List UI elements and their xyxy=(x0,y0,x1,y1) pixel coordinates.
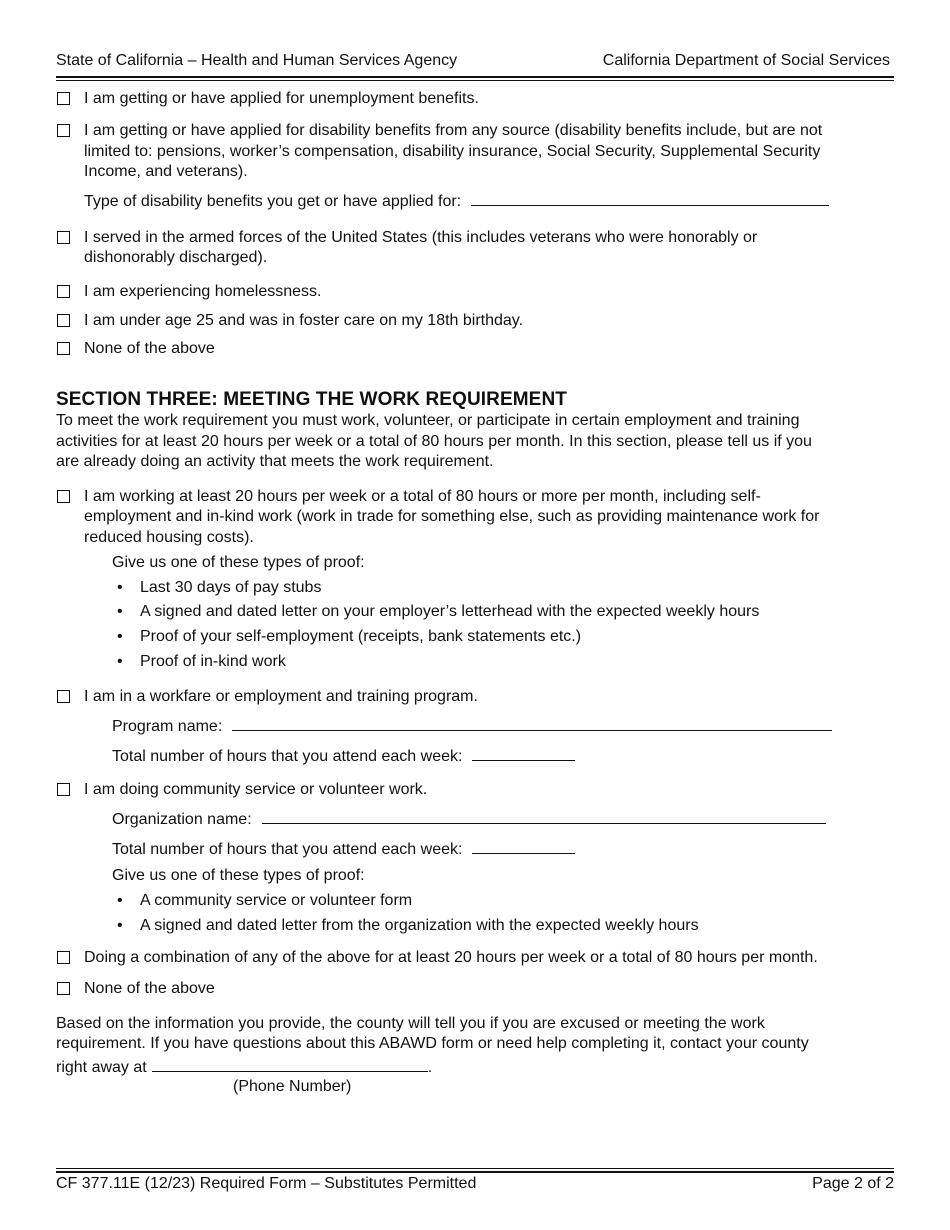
community-proof-item: A signed and dated letter from the organization with the expected weekly hours xyxy=(140,917,699,934)
armed-forces-label-line-1: I served in the armed forces of the United States (this includes veterans who were honorably or xyxy=(84,229,758,246)
program-hours-row xyxy=(112,746,575,768)
bullet: • xyxy=(117,917,123,934)
work-proof-item: Last 30 days of pay stubs xyxy=(140,579,322,596)
footer-rule-thin xyxy=(56,1168,894,1169)
community-checkbox[interactable] xyxy=(57,783,70,796)
none-above-label-1: None of the above xyxy=(84,340,215,357)
disability-type-field[interactable] xyxy=(471,191,829,206)
section-intro-line-3: are already doing an activity that meets the work requirement. xyxy=(56,453,494,470)
program-hours-label: Total number of hours that you attend each week: xyxy=(112,748,463,765)
combination-checkbox[interactable] xyxy=(57,951,70,964)
closing-line-2: requirement. If you have questions about this ABAWD form or need help completing it, contact your county xyxy=(56,1035,809,1052)
armed-forces-label-line-2: dishonorably discharged). xyxy=(84,249,268,266)
work-proof-item: A signed and dated letter on your employer’s letterhead with the expected weekly hours xyxy=(140,603,760,620)
working-label-line-1: I am working at least 20 hours per week or a total of 80 hours or more per month, including self- xyxy=(84,488,761,505)
header-rule-thin xyxy=(56,80,894,81)
work-proof-item: Proof of in-kind work xyxy=(140,653,286,670)
disability-type-row xyxy=(84,191,829,213)
county-phone-field[interactable] xyxy=(152,1057,428,1072)
work-proof-intro: Give us one of these types of proof: xyxy=(112,554,365,571)
bullet: • xyxy=(117,628,123,645)
combination-label: Doing a combination of any of the above for at least 20 hours per week or a total of 80 hours per month. xyxy=(84,949,818,966)
closing-line-3-text: right away at xyxy=(56,1059,147,1076)
foster-checkbox[interactable] xyxy=(57,314,70,327)
community-hours-row xyxy=(112,839,575,861)
unemployment-label: I am getting or have applied for unemployment benefits. xyxy=(84,90,479,107)
homeless-label: I am experiencing homelessness. xyxy=(84,283,322,300)
foster-label: I am under age 25 and was in foster care on my 18th birthday. xyxy=(84,312,524,329)
homeless-checkbox[interactable] xyxy=(57,285,70,298)
disability-checkbox[interactable] xyxy=(57,124,70,137)
bullet: • xyxy=(117,579,123,596)
working-label-line-2: employment and in-kind work (work in trade for something else, such as providing maintenance work for xyxy=(84,508,820,525)
header-rule xyxy=(56,76,894,78)
workfare-checkbox[interactable] xyxy=(57,690,70,703)
workfare-label: I am in a workfare or employment and training program. xyxy=(84,688,478,705)
form-number: CF 377.11E (12/23) Required Form – Substitutes Permitted xyxy=(56,1175,477,1192)
organization-name-label: Organization name: xyxy=(112,811,252,828)
program-name-field[interactable] xyxy=(232,716,832,731)
program-name-label: Program name: xyxy=(112,718,223,735)
none-above-checkbox-2[interactable] xyxy=(57,982,70,995)
closing-line-3 xyxy=(56,1057,432,1079)
unemployment-checkbox[interactable] xyxy=(57,92,70,105)
community-hours-field[interactable] xyxy=(472,839,575,854)
closing-period: . xyxy=(427,1059,433,1076)
community-hours-label: Total number of hours that you attend each week: xyxy=(112,841,463,858)
phone-number-caption: (Phone Number) xyxy=(233,1078,352,1095)
disability-label-line-1: I am getting or have applied for disability benefits from any source (disability benefits include, but are not xyxy=(84,122,823,139)
working-checkbox[interactable] xyxy=(57,490,70,503)
agency-name: State of California – Health and Human Services Agency xyxy=(56,52,458,69)
none-above-checkbox-1[interactable] xyxy=(57,342,70,355)
disability-label-line-2: limited to: pensions, worker’s compensation, disability insurance, Social Security, Supplemental Security xyxy=(84,143,821,160)
program-name-row xyxy=(112,716,832,738)
bullet: • xyxy=(117,892,123,909)
department-name: California Department of Social Services xyxy=(602,52,890,69)
disability-label-line-3: Income, and veterans). xyxy=(84,163,248,180)
none-above-label-2: None of the above xyxy=(84,980,215,997)
work-proof-item: Proof of your self-employment (receipts, bank statements etc.) xyxy=(140,628,582,645)
community-label: I am doing community service or volunteer work. xyxy=(84,781,428,798)
program-hours-field[interactable] xyxy=(472,746,575,761)
page-number: Page 2 of 2 xyxy=(812,1175,894,1192)
disability-type-label: Type of disability benefits you get or have applied for: xyxy=(84,193,462,210)
community-proof-intro: Give us one of these types of proof: xyxy=(112,867,365,884)
bullet: • xyxy=(117,653,123,670)
page-header xyxy=(56,52,894,74)
community-proof-item: A community service or volunteer form xyxy=(140,892,413,909)
footer-rule xyxy=(56,1171,894,1173)
working-label-line-3: reduced housing costs). xyxy=(84,529,254,546)
organization-name-row xyxy=(112,809,826,831)
bullet: • xyxy=(117,603,123,620)
section-intro-line-1: To meet the work requirement you must work, volunteer, or participate in certain employment and training xyxy=(56,412,800,429)
organization-name-field[interactable] xyxy=(262,809,826,824)
armed-forces-checkbox[interactable] xyxy=(57,231,70,244)
section-intro-line-2: activities for at least 20 hours per week or a total of 80 hours per month. In this section, please tell us if you xyxy=(56,433,812,450)
closing-line-1: Based on the information you provide, the county will tell you if you are excused or meeting the work xyxy=(56,1015,765,1032)
section-three-title: SECTION THREE: MEETING THE WORK REQUIREMENT xyxy=(56,389,567,410)
